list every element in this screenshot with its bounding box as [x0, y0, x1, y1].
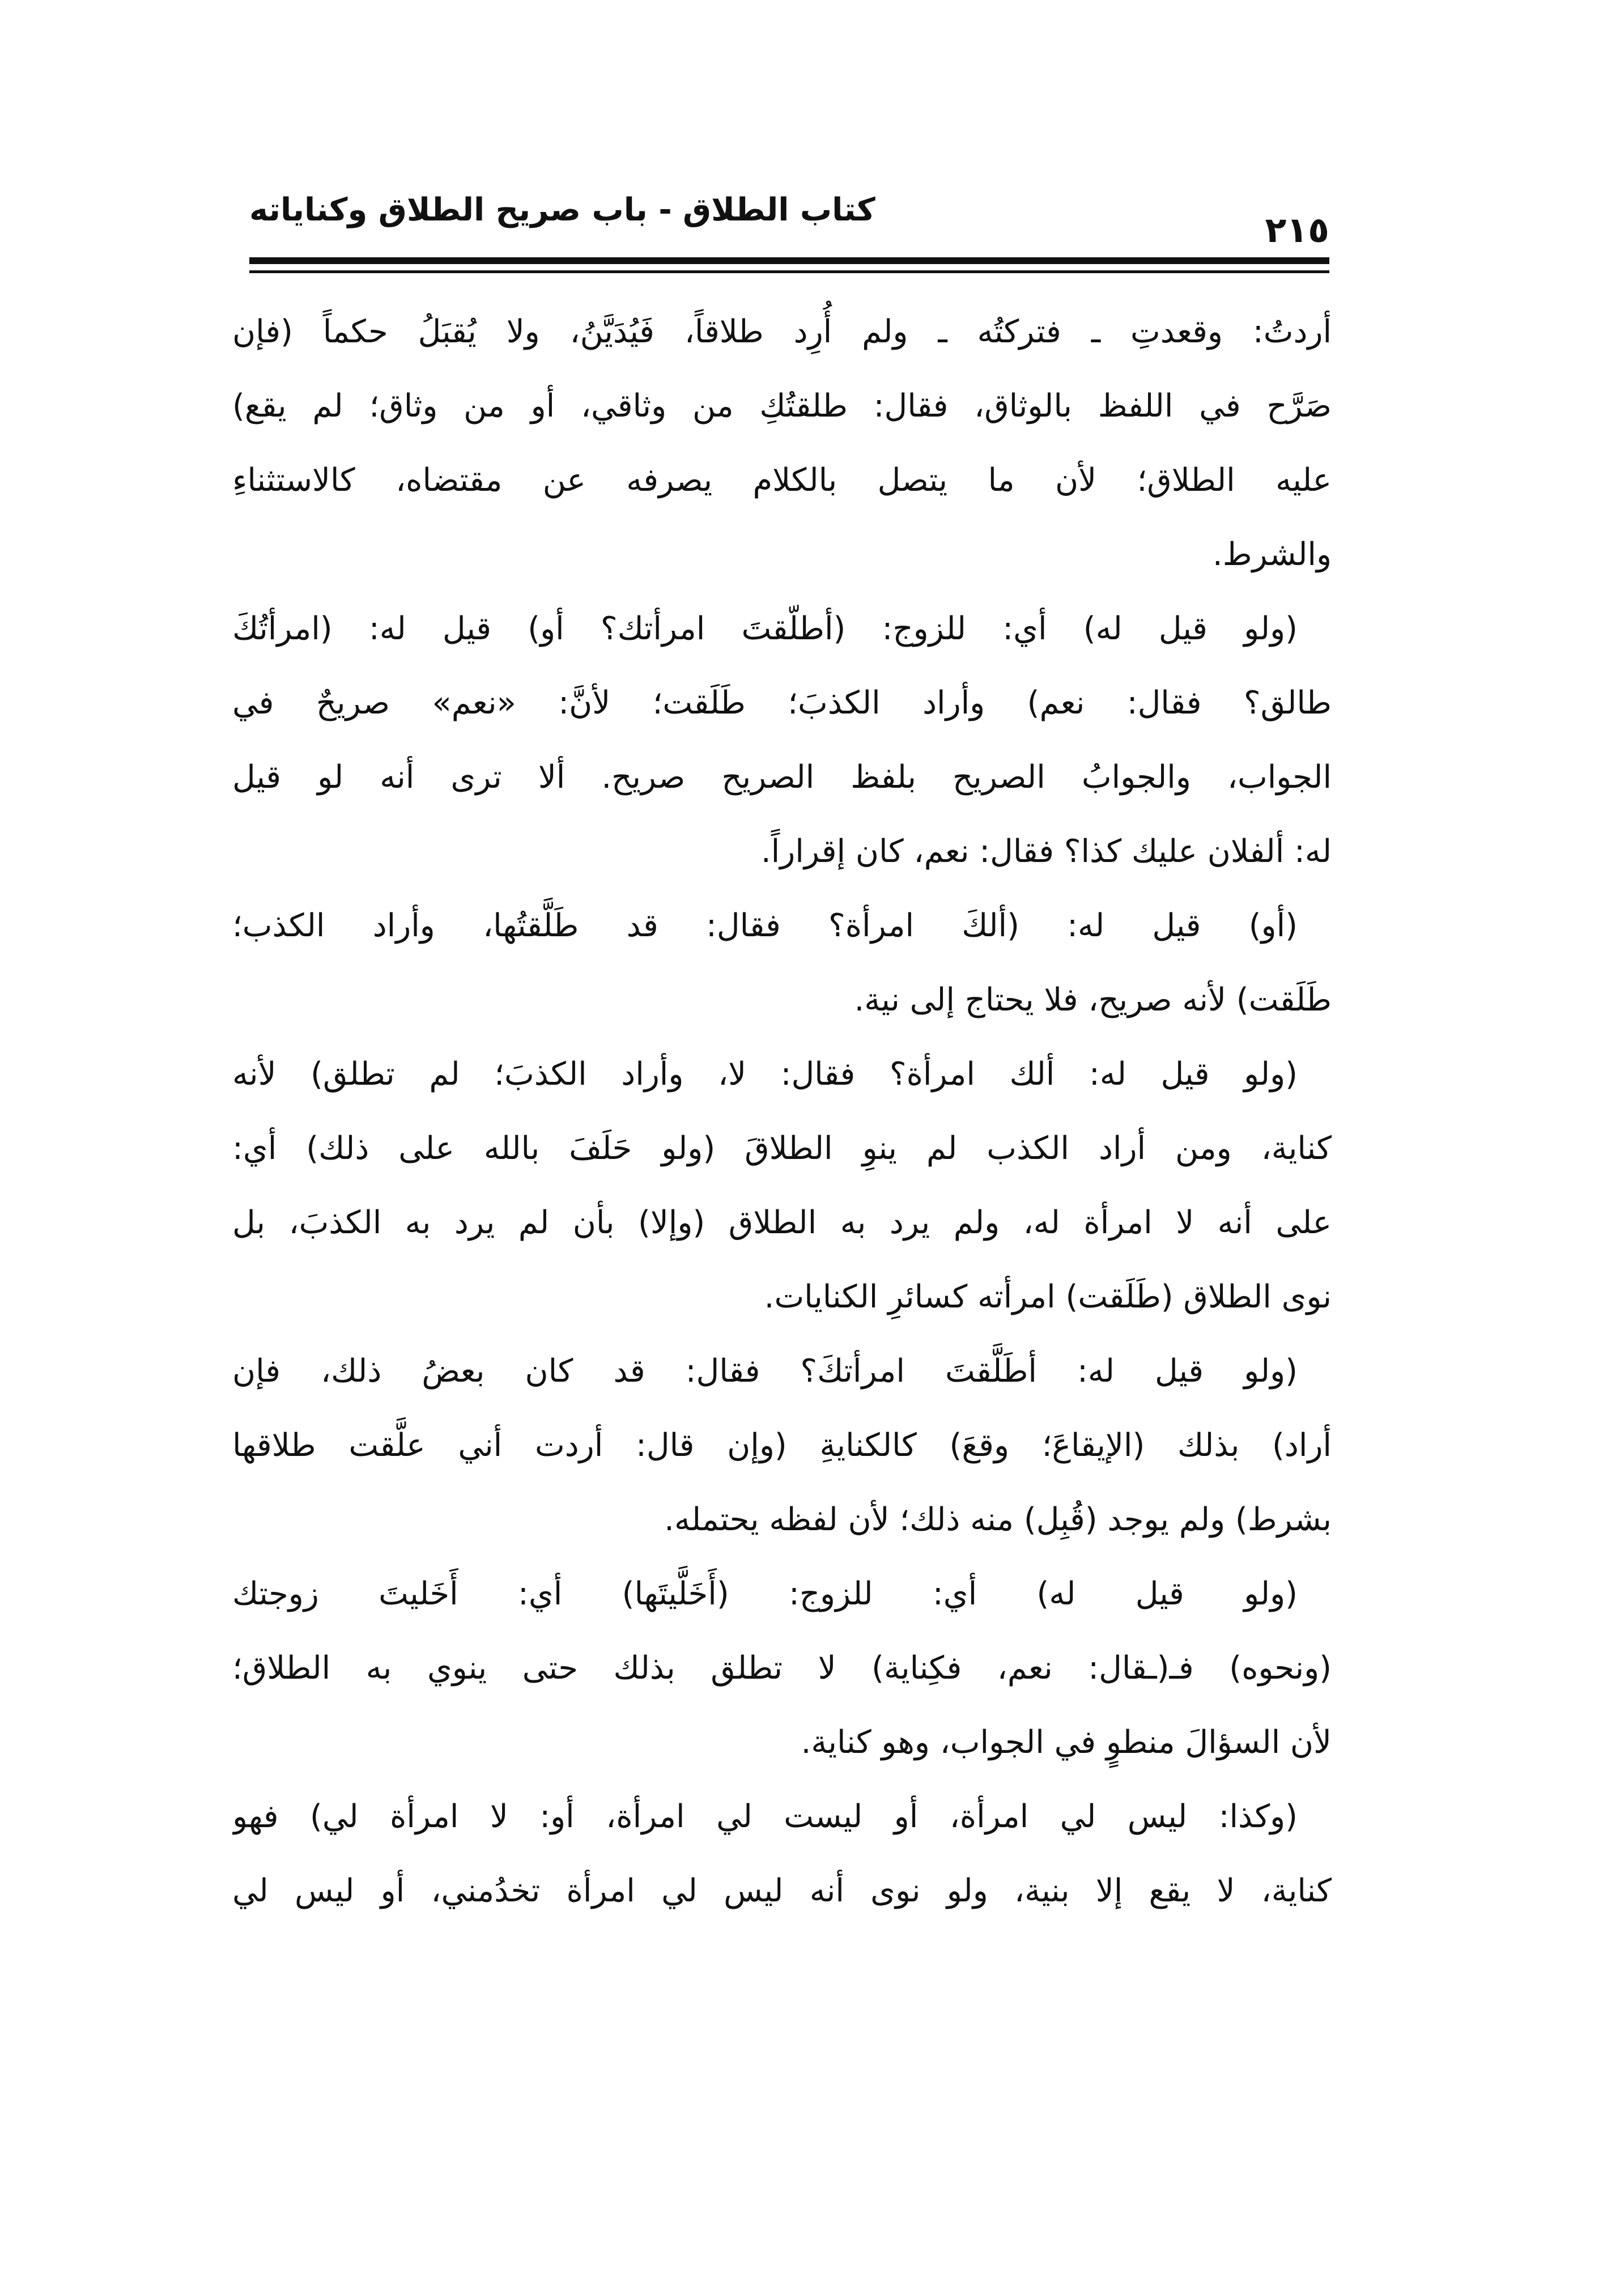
text-line: أردتُ: وقعدتِ ـ فتركتُه ـ ولم أُرِد طلاقاً، فَيُدَيَّنُ، ولا يُقبَلُ حكماً (فإن: [232, 313, 1332, 350]
text-line: (ولو قيل له: ألك امرأة؟ فقال: لا، وأراد الكذبَ؛ لم تطلق) لأنه: [232, 1056, 1298, 1093]
body-text: [232, 295, 1332, 2023]
text-line: (ونحوه) فـ(ـقال: نعم، فكِناية) لا تطلق بذلك حتى ينوي به الطلاق؛: [232, 1650, 1332, 1687]
text-line: (ولو قيل له) أي: للزوج: (أطلّقتَ امرأتك؟ أو) قيل له: (امرأتُكَ: [232, 610, 1298, 647]
text-line: (أو) قيل له: (ألكَ امرأة؟ فقال: قد طَلَّقتُها، وأراد الكذب؛: [232, 907, 1298, 944]
header-rule-thin: [249, 270, 1329, 273]
text-line: أراد) بذلك (الإيقاعَ؛ وقعَ) كالكنايةِ (وإن قال: أردت أني علَّقت طلاقها: [232, 1427, 1332, 1464]
text-line: طَلَقت) لأنه صريح، فلا يحتاج إلى نية.: [854, 982, 1332, 1018]
header-rule-thick: [249, 257, 1329, 264]
text-line: والشرط.: [1212, 536, 1332, 573]
text-line: لأن السؤالَ منطوٍ في الجواب، وهو كناية.: [801, 1724, 1332, 1761]
text-line: بشرط) ولم يوجد (قُبِل) منه ذلك؛ لأن لفظه يحتمله.: [664, 1501, 1332, 1538]
text-line: صَرَّح في اللفظ بالوثاق، فقال: طلقتُكِ من وثاقي، أو من وثاق؛ لم يقع): [232, 388, 1332, 424]
text-line: طالق؟ فقال: نعم) وأراد الكذبَ؛ طَلَقت؛ لأنَّ: «نعم» صريحٌ في: [232, 685, 1332, 721]
text-line: (ولو قيل له: أطَلَّقتَ امرأتكَ؟ فقال: قد كان بعضُ ذلك، فإن: [232, 1353, 1298, 1390]
text-line: كناية، ومن أراد الكذب لم ينوِ الطلاقَ (ولو حَلَفَ بالله على ذلك) أي:: [232, 1130, 1332, 1167]
text-line: كناية، لا يقع إلا بنية، ولو نوى أنه ليس لي امرأة تخدُمني، أو ليس لي: [232, 1872, 1332, 1909]
page-number: ٢١٥: [1265, 209, 1329, 250]
running-title: كتاب الطلاق - باب صريح الطلاق وكناياته: [249, 192, 875, 228]
text-line: نوى الطلاق (طَلَقت) امرأته كسائرِ الكنايات.: [764, 1279, 1332, 1315]
text-line: عليه الطلاق؛ لأن ما يتصل بالكلام يصرفه عن مقتضاه، كالاستثناءِ: [232, 462, 1332, 499]
text-line: (وكذا: ليس لي امرأة، أو ليست لي امرأة، أو: لا امرأة لي) فهو: [232, 1798, 1298, 1835]
text-line: (ولو قيل له) أي: للزوج: (أَخَلَّيتَها) أي: أَخَليتَ زوجتك: [232, 1576, 1298, 1612]
text-line: على أنه لا امرأة له، ولم يرد به الطلاق (وإلا) بأن لم يرد به الكذبَ، بل: [232, 1204, 1332, 1241]
text-line: الجواب، والجوابُ الصريح بلفظ الصريح صريح. ألا ترى أنه لو قيل: [232, 759, 1332, 796]
page-header: [249, 181, 1329, 281]
text-line: له: ألفلان عليك كذا؟ فقال: نعم، كان إقراراً.: [760, 833, 1332, 870]
